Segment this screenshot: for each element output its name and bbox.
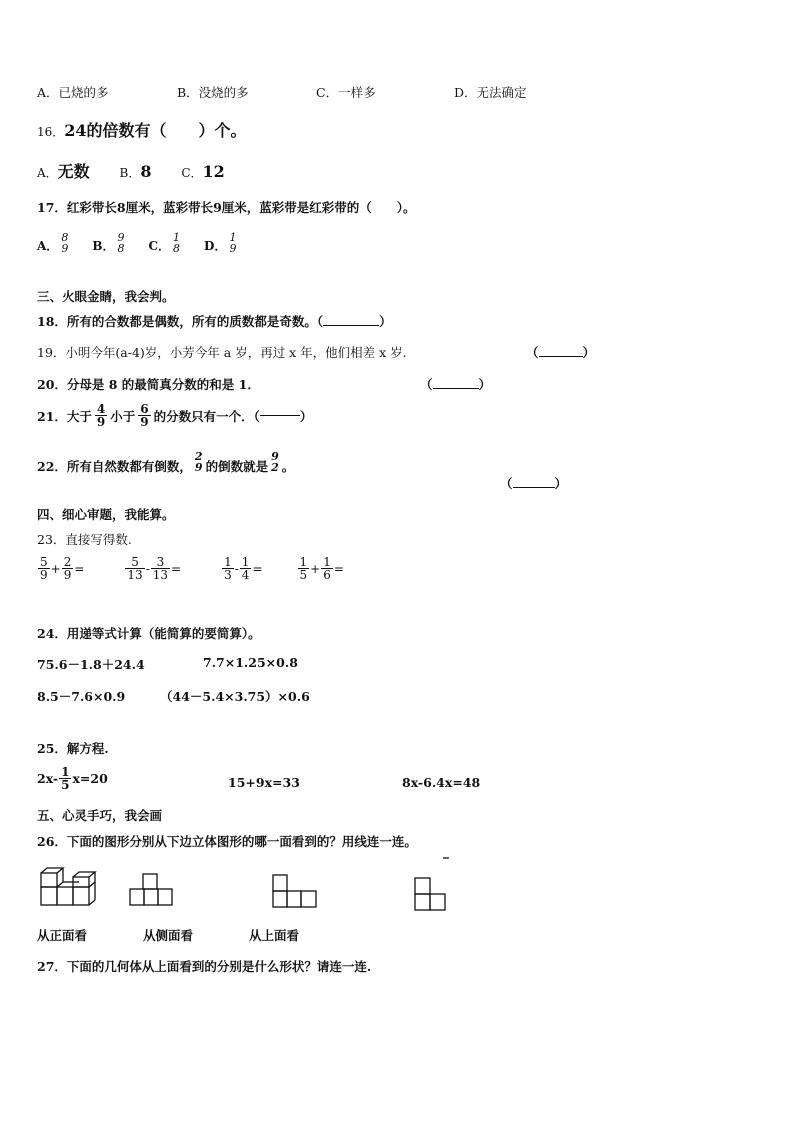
- section-3-heading: 三、火眼金睛，我会判。: [37, 289, 175, 304]
- q23-items: [37, 556, 344, 581]
- q22-suffix: 。: [281, 459, 295, 474]
- fraction: [321, 556, 333, 581]
- q22-open-paren: （: [500, 476, 513, 491]
- q22-prefix: 22．所有自然数都有倒数，: [37, 459, 192, 474]
- operator: -: [145, 561, 150, 576]
- q24-question: 24．用递等式计算（能简算的要简算）。: [37, 626, 261, 641]
- q26-question: 26．下面的图形分别从下边立体图形的哪一面看到的？用线连一连。: [37, 834, 417, 849]
- q17-options: [37, 232, 239, 254]
- operator: +: [310, 561, 321, 576]
- numerator: 1: [323, 555, 331, 569]
- fraction: [222, 556, 234, 581]
- numerator: 1: [61, 765, 70, 779]
- q15-option-d: D．无法确定: [454, 85, 527, 100]
- numerator: 3: [156, 555, 165, 569]
- equals-sign: =: [74, 561, 85, 576]
- denominator: 8: [117, 242, 125, 255]
- q16-options: [37, 159, 225, 182]
- q24-expr-4: （44－5.4×3.75）×0.6: [160, 689, 310, 704]
- q16-option-b-letter: B．: [119, 166, 141, 180]
- view-shape-2: [271, 873, 321, 909]
- numerator: 5: [40, 555, 48, 569]
- denominator: 4: [241, 568, 250, 582]
- q19-close-paren: ）: [582, 345, 596, 360]
- numerator: 1: [241, 555, 250, 569]
- numerator: 5: [131, 555, 139, 569]
- numerator: 1: [224, 555, 232, 569]
- denominator: 9: [140, 415, 149, 429]
- q16-option-c: 12: [202, 162, 225, 181]
- q23-item-2: [124, 556, 181, 581]
- q16-option-c-letter: C．: [181, 166, 203, 180]
- denominator: 3: [224, 568, 232, 582]
- denominator: 9: [229, 242, 237, 255]
- q21-answer-blank[interactable]: [260, 415, 300, 416]
- q19-answer-blank[interactable]: [539, 356, 583, 357]
- q22-fraction-a: [193, 451, 205, 473]
- q18-text: 18．所有的合数都是偶数，所有的质数都是奇数。（: [37, 314, 324, 329]
- q25-equation-2: 15+9x=33: [228, 775, 300, 790]
- q20-question: 20．分母是 8 的最简真分数的和是 1．: [37, 377, 260, 392]
- q17-option-a-fraction: [59, 232, 70, 254]
- q17-option-c-fraction: [171, 232, 182, 254]
- q21-fraction-lower: [95, 403, 107, 428]
- operator: -: [234, 561, 239, 576]
- denominator: 9: [40, 568, 48, 582]
- denominator: 9: [194, 461, 203, 474]
- q17-option-b-letter: B．: [92, 239, 115, 253]
- view-shape-3: [411, 856, 451, 912]
- q16-question: [37, 118, 247, 141]
- fraction: [62, 556, 74, 581]
- denominator: 5: [299, 568, 308, 582]
- numerator: 1: [299, 555, 308, 569]
- q16-option-b: 8: [140, 162, 152, 181]
- denominator: 13: [152, 568, 169, 582]
- fraction: [298, 556, 310, 581]
- numerator: 2: [194, 450, 203, 463]
- q20-answer-blank[interactable]: [433, 388, 479, 389]
- q24-expr-3: 8.5－7.6×0.9: [37, 689, 126, 704]
- numerator: 2: [63, 555, 72, 569]
- q15-option-b: B．没烧的多: [177, 85, 249, 100]
- fraction: [240, 556, 252, 581]
- q26-label-top: 从上面看: [249, 928, 300, 943]
- q26-label-side: 从侧面看: [143, 928, 194, 943]
- q23-question: 23．直接写得数.: [37, 532, 132, 547]
- section-4-heading: 四、细心审题，我能算。: [37, 507, 175, 522]
- numerator: 1: [229, 231, 237, 244]
- q19-open-paren: （: [526, 345, 539, 360]
- q21-close-paren: ）: [299, 408, 313, 424]
- view-shape-1: [129, 872, 179, 908]
- q18-close-paren: ）: [379, 314, 392, 329]
- q19-question: 19．小明今年(a-4)岁，小芳今年 a 岁，再过 x 年，他们相差 x 岁.: [37, 345, 407, 360]
- equals-sign: =: [171, 561, 182, 576]
- q20-answer: [420, 375, 491, 393]
- fraction: [151, 556, 170, 581]
- section-5-heading: 五、心灵手巧，我会画: [37, 808, 163, 823]
- q17-option-d-letter: D．: [204, 239, 227, 253]
- q18-question: [37, 312, 392, 330]
- denominator: 8: [173, 242, 181, 255]
- q24-expr-1: 75.6－1.8＋24.4: [37, 657, 145, 672]
- denominator: 13: [127, 568, 143, 582]
- numerator: 4: [96, 402, 106, 416]
- q16-option-a: 无数: [57, 162, 90, 181]
- q22-question: [37, 451, 294, 475]
- q21-middle: 小于: [110, 408, 136, 424]
- q22-middle: 的倒数就是: [205, 459, 269, 474]
- q20-close-paren: ）: [478, 377, 492, 392]
- q17-question: 17．红彩带长8厘米，蓝彩带长9厘米，蓝彩带是红彩带的（ ）。: [37, 200, 416, 215]
- q22-answer: [500, 474, 567, 492]
- q22-close-paren: ）: [554, 476, 568, 491]
- q15-option-c: C．一样多: [316, 85, 376, 100]
- q17-option-d-fraction: [227, 232, 238, 254]
- denominator: 5: [61, 778, 70, 792]
- q16-option-a-letter: A．: [37, 166, 58, 180]
- q19-answer: [526, 343, 595, 361]
- q21-question: [37, 403, 312, 428]
- q22-fraction-b: [269, 451, 281, 473]
- q23-item-1: [37, 556, 84, 581]
- q17-option-c-letter: C．: [148, 239, 171, 253]
- numerator: 9: [271, 450, 279, 463]
- numerator: 9: [117, 231, 125, 244]
- q17-option-a-letter: A．: [37, 239, 59, 253]
- cube-stack-figure: [38, 865, 108, 909]
- q20-open-paren: （: [420, 377, 433, 392]
- q25-question: 25．解方程.: [37, 741, 109, 756]
- q27-question: 27．下面的几何体从上面看到的分别是什么形状？请连一连.: [37, 959, 372, 974]
- q23-item-3: [221, 556, 262, 581]
- fraction: [125, 556, 144, 581]
- operator: +: [50, 561, 61, 576]
- fraction: [59, 766, 71, 791]
- q17-option-b-fraction: [115, 232, 126, 254]
- q26-label-front: 从正面看: [37, 928, 88, 943]
- equals-sign: =: [252, 561, 263, 576]
- q25-equation-3: 8x-6.4x=48: [402, 775, 481, 790]
- equation-prefix: 2x-: [37, 771, 59, 786]
- q21-fraction-upper: [138, 403, 150, 428]
- numerator: 8: [61, 231, 69, 244]
- q22-answer-blank[interactable]: [513, 487, 555, 488]
- q23-item-4: [297, 556, 344, 581]
- denominator: 9: [61, 242, 69, 255]
- fraction: [38, 556, 50, 581]
- q16-number: 16．: [37, 125, 65, 139]
- numerator: 1: [173, 231, 181, 244]
- q16-text: 24的倍数有（ ）个。: [64, 121, 247, 140]
- denominator: 2: [271, 461, 279, 474]
- q15-option-a: A．已烧的多: [37, 85, 109, 100]
- denominator: 9: [63, 568, 72, 582]
- q25-equation-1: [37, 766, 108, 791]
- denominator: 9: [96, 415, 106, 429]
- equation-suffix: x=20: [72, 771, 108, 786]
- q21-prefix: 21．大于: [37, 408, 92, 424]
- numerator: 6: [140, 402, 149, 416]
- q18-answer-blank[interactable]: [323, 325, 379, 326]
- equals-sign: =: [333, 561, 344, 576]
- q24-expr-2: 7.7×1.25×0.8: [203, 655, 298, 670]
- denominator: 6: [323, 568, 331, 582]
- q21-suffix: 的分数只有一个．（: [153, 408, 260, 424]
